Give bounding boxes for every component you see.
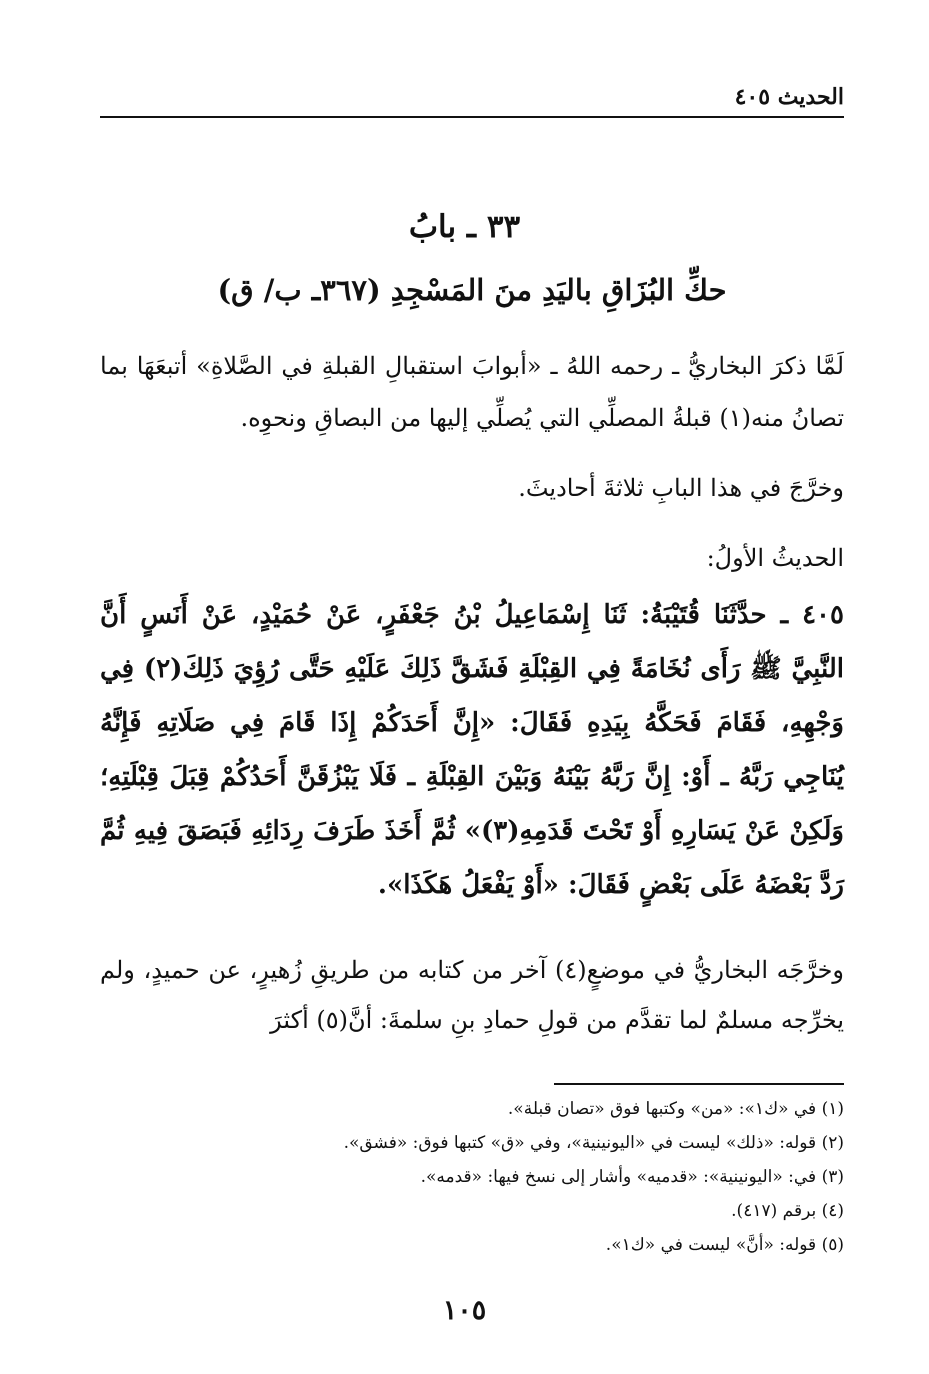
page-number: ١٠٥ — [442, 1295, 487, 1326]
intro-paragraph: لَمَّا ذكرَ البخاريُّ ـ رحمه اللهُ ـ «أبوابَ استقبالِ القبلةِ في الصَّلاةِ» أتبعَهَا بما تصانُ منه(١) قبلةُ المصلِّي التي يُصلِّي إليها من البصاقِ ونحوِه. — [100, 352, 845, 432]
intro-paragraph: وخرَّجَ في هذا البابِ ثلاثةَ أحاديثَ. — [518, 474, 844, 502]
first-hadith-label: الحديثُ الأولُ: — [706, 544, 844, 572]
footnote: (٢) قوله: «ذلك» ليست في «اليونينية»، وفي «ق» كتبها فوق: «فشق». — [343, 1133, 844, 1153]
hadith-text-block — [100, 588, 844, 912]
footnote: (٥) قوله: «أنَّ» ليست في «ك١». — [605, 1235, 844, 1255]
commentary-text: وخرَّجَه البخاريُّ في موضعٍ(٤) آخر من كتابه من طريقِ زُهيرٍ، عن حميدٍ، ولم يخرِّجه مسلمٌ لما تقدَّم من قولِ حمادِ بنِ سلمةَ: أنَّ(٥) أكثرَ — [100, 956, 844, 1034]
footnote-divider — [554, 1083, 844, 1085]
running-header — [100, 82, 844, 118]
footnote: (٤) برقم (٤١٧). — [731, 1201, 844, 1221]
footnote: (١) في «ك١»: «من» وكتبها فوق «تصان قبلة». — [507, 1099, 844, 1119]
chapter-number: ٣٣ ـ بابُ — [408, 209, 521, 245]
footnote: (٣) في: «اليونينية»: «قدميه» وأشار إلى نسخ فيها: «قدمه». — [420, 1167, 844, 1187]
hadith-text: ٤٠٥ ـ حدَّثَنَا قُتَيْبَةُ: ثَنَا إِسْمَاعِيلُ بْنُ جَعْفَرٍ، عَنْ حُمَيْدٍ، عَنْ أَنَسٍ أَنَّ النَّبِيَّ ﷺ رَأَى نُخَامَةً فِي القِبْلَةِ فَشَقَّ ذَلِكَ عَلَيْهِ حَتَّى رُؤِيَ ذَلِكَ(٢) فِي وَجْهِهِ، فَقَامَ فَحَكَّهُ بِيَدِهِ فَقَالَ: «إِنَّ أَحَدَكُمْ إِذَا قَامَ فِي صَلَاتِهِ فَإِنَّهُ يُنَاجِي رَبَّهُ ـ أَوْ: إِنَّ رَبَّهُ بَيْنَهُ وَبَيْنَ القِبْلَةِ ـ فَلَا يَبْزُقَنَّ أَحَدُكُمْ قِبَلَ قِبْلَتِهِ؛ وَلَكِنْ عَنْ يَسَارِهِ أَوْ تَحْتَ قَدَمِهِ(٣)» ثُمَّ أَخَذَ طَرَفَ رِدَائِهِ فَبَصَقَ فِيهِ ثُمَّ رَدَّ بَعْضَهُ عَلَى بَعْضٍ فَقَالَ: «أَوْ يَفْعَلُ هَكَذَا». — [100, 600, 844, 900]
footnotes-list — [100, 1092, 844, 1262]
introduction — [100, 340, 844, 584]
commentary-block — [100, 945, 844, 1045]
running-title: الحديث ٤٠٥ — [734, 84, 844, 110]
chapter-title: حكِّ البُزَاقِ باليَدِ منَ المَسْجِدِ (٣٦٧ـ ب/ ق) — [217, 273, 727, 307]
